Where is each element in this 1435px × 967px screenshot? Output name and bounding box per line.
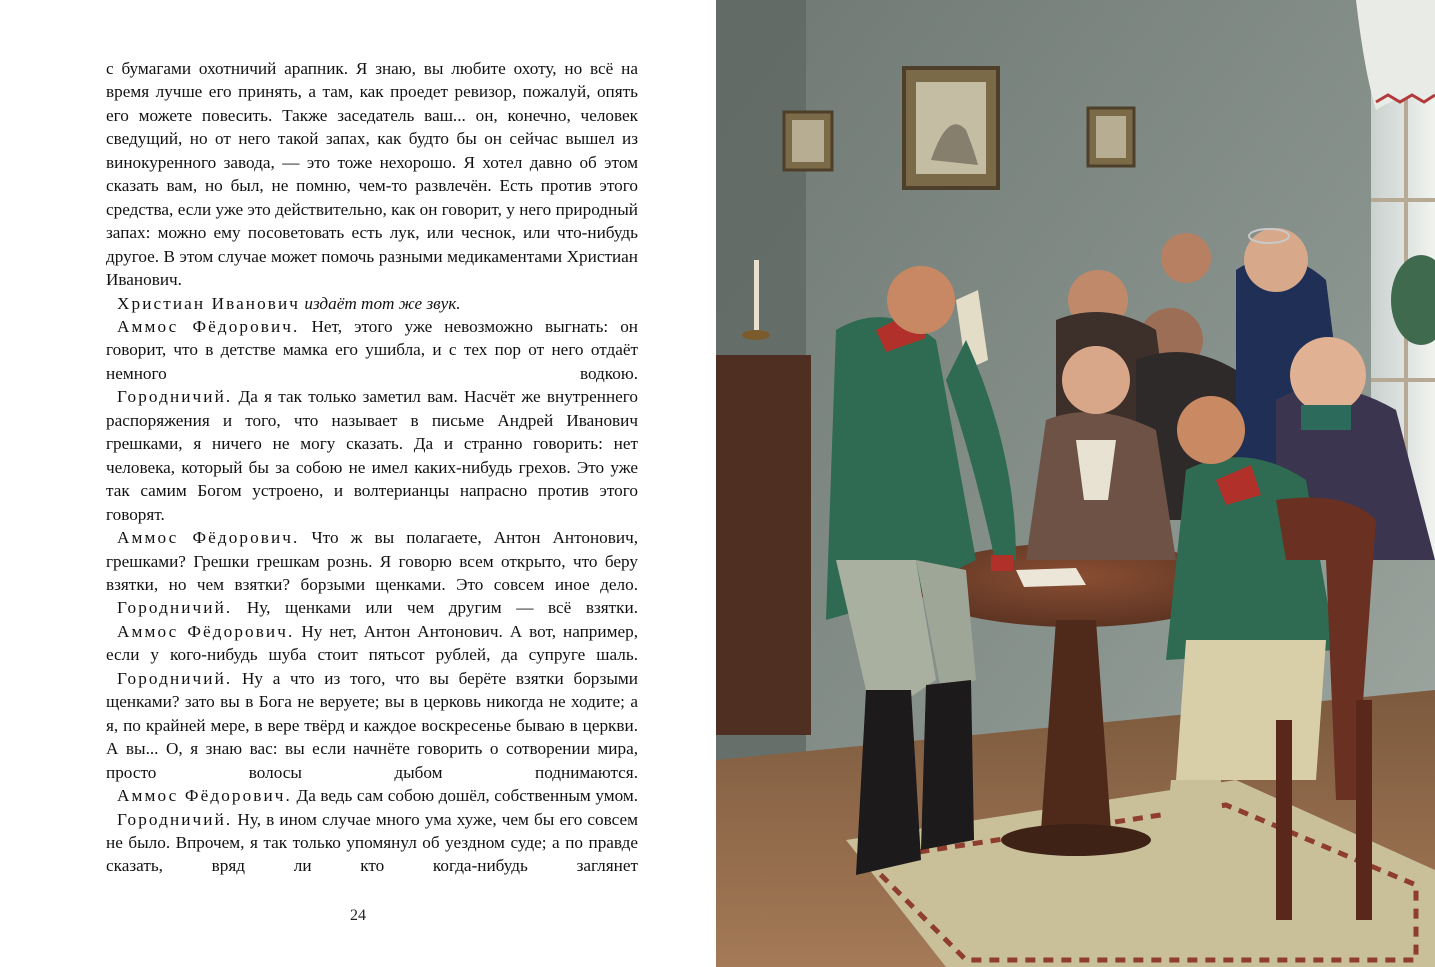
paragraph xyxy=(106,57,638,292)
speaker-name: Аммос Фёдорович. xyxy=(117,786,292,806)
face-mayor xyxy=(887,266,955,334)
left-page xyxy=(0,0,716,967)
dialogue-paragraph xyxy=(106,808,638,878)
chair-leg xyxy=(1276,720,1292,920)
boot xyxy=(856,690,921,875)
dialogue-paragraph xyxy=(106,620,638,667)
face-glasses-man xyxy=(1244,228,1308,292)
dialogue-paragraph xyxy=(106,315,638,385)
dialogue-text: Да ведь сам собою дошёл, собственным умом. xyxy=(296,786,639,806)
speaker-name: Аммос Фёдорович. xyxy=(117,316,300,336)
dialogue-paragraph xyxy=(106,526,638,596)
speaker-name: Городничий. xyxy=(117,809,233,829)
speaker-name: Городничий. xyxy=(117,387,233,407)
page-text xyxy=(106,57,638,878)
candlestick xyxy=(742,330,770,340)
stage-direction: издаёт тот же звук. xyxy=(304,293,461,313)
dialogue-text: Ну нет, Антон Антонович. А вот, например, если у кого-нибудь шуба стоит пятьсот рублей, да супруге шаль. xyxy=(106,621,638,665)
dialogue-paragraph xyxy=(106,385,638,526)
trousers-officer xyxy=(1176,640,1326,780)
speaker-name: Аммос Фёдорович. xyxy=(117,528,300,548)
speaker-name: Христиан Иванович xyxy=(117,293,301,313)
face-background xyxy=(1161,233,1211,283)
cuff-red xyxy=(991,555,1013,571)
face-officer xyxy=(1177,396,1245,464)
speaker-name: Городничий. xyxy=(117,598,233,618)
picture-portrait xyxy=(1096,116,1126,158)
face-fat-man xyxy=(1290,337,1366,413)
dialogue-text: Да я так только заметил вам. Насчёт же внутреннего распоряжения и того, что называет в письме Андрей Иванович грешками, я ничего не могу сказать. Да и странно говорить: нет человека, который бы за собою не имел каких-нибудь грехов. Это уже так самим Богом устроено, и волтерианцы напрасно против этого говорят. xyxy=(106,387,638,524)
dialogue-paragraph xyxy=(106,596,638,619)
chair-leg xyxy=(1356,700,1372,920)
paragraph-text: с бумагами охотничий арапник. Я знаю, вы любите охоту, но всё на время лучше его принять, а там, как проедет ревизор, пожалуй, опять его можете повесить. Также заседатель ваш... он, конечно, человек сведущий, но от него такой запах, как будто бы он сейчас вышел из винокуренного завода, — это тоже нехорошо. Я хотел давно об этом сказать вам, но был, не помню, чем-то развлечён. Есть против этого средства, если уже это действительно, как он говорит, у него природный запах: можно ему посоветовать есть лук, или чеснок, или что-нибудь другое. В этом случае может помочь разными медикаментами Христиан Иванович. xyxy=(106,59,638,290)
dialogue-text: Нет, этого уже невозможно выгнать: он говорит, что в детстве мамка его ушибла, и с тех пор от него отдаёт немного водкою. xyxy=(106,316,639,383)
dialogue-text: Что ж вы полагаете, Антон Антонович, грешками? Грешки грешкам рознь. Я говорю всем открыто, что беру взятки, но чем взятки? борзыми щенками. Это совсем иное дело. xyxy=(106,528,639,594)
dialogue-text: Ну, щенками или чем другим — всё взятки. xyxy=(246,598,639,618)
dialogue-text: Ну, в ином случае много ума хуже, чем бы его совсем не было. Впрочем, я так только упомянул об уездном суде; а по правде сказать, вряд ли кто когда-нибудь заглянет xyxy=(106,809,638,876)
illustration-scene xyxy=(716,0,1435,967)
dresser xyxy=(716,355,811,735)
leg-officer xyxy=(1161,780,1221,890)
dialogue-paragraph xyxy=(106,784,638,807)
stage-direction-paragraph xyxy=(106,292,638,315)
page-number: 24 xyxy=(350,907,366,924)
picture-portrait xyxy=(792,120,824,162)
table-base xyxy=(1001,824,1151,856)
boot xyxy=(921,680,974,850)
cravat xyxy=(1301,405,1351,430)
speaker-name: Аммос Фёдорович. xyxy=(117,621,295,641)
face-seated-man xyxy=(1062,346,1130,414)
candle xyxy=(754,260,759,330)
illustration xyxy=(716,0,1435,967)
dialogue-text: Ну а что из того, что вы берёте взятки борзыми щенками? зато вы в Бога не веруете; вы в церковь никогда не ходите; а я, по крайней мере, в вере твёрд и каждое воскресенье бываю в церкви. А вы... О, я знаю вас: вы если начнёте говорить о сотворении мира, просто волосы дыбом поднимаются. xyxy=(106,668,639,782)
speaker-name: Городничий. xyxy=(117,668,233,688)
letter-on-table xyxy=(1016,568,1086,587)
dialogue-paragraph xyxy=(106,667,638,784)
